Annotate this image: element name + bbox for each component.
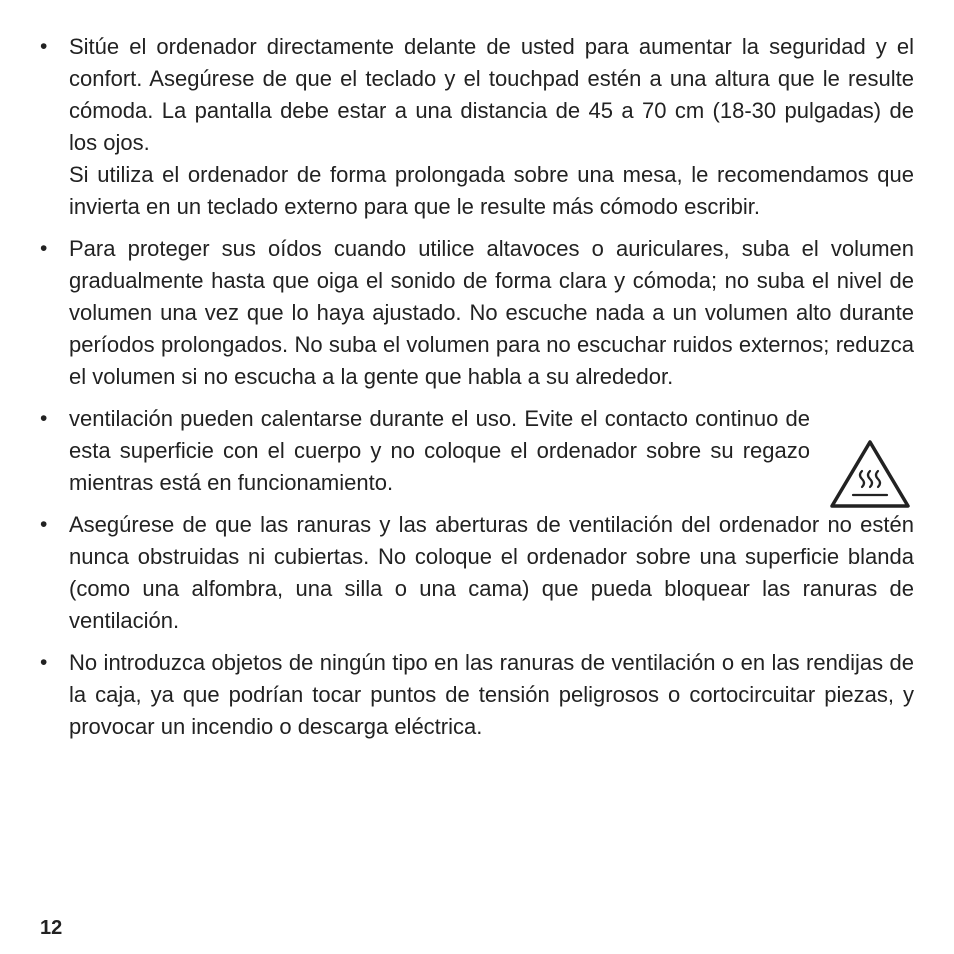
bullet-marker: •	[40, 237, 48, 260]
bullet-text	[69, 31, 914, 223]
list-item	[40, 233, 914, 393]
bullet-text	[69, 403, 810, 499]
bullet-text	[69, 233, 914, 393]
hot-surface-warning-icon	[828, 437, 912, 511]
list-item	[40, 31, 914, 223]
bullet-text	[69, 647, 914, 743]
paragraph: No introduzca objetos de ningún tipo en las ranuras de ventilación o en las rendijas de la caja, ya que podrían tocar puntos de tensión peligrosos o cortocircuitar piezas, y provocar un incendio o descarga eléctrica.	[69, 650, 914, 739]
bullet-text	[69, 509, 914, 637]
list-item	[40, 509, 914, 637]
paragraph: Asegúrese de que las ranuras y las aberturas de ventilación del ordenador no estén nunca obstruidas ni cubiertas. No coloque el ordenador sobre una superficie blanda (como una alfombra, una silla o una cama) que pueda bloquear las ranuras de ventilación.	[69, 512, 914, 633]
list-item	[40, 403, 914, 499]
paragraph: ventilación pueden calentarse durante el uso. Evite el contacto continuo de esta superficie con el cuerpo y no coloque el ordenador sobre su regazo mientras está en funcionamiento.	[69, 406, 810, 495]
list-item	[40, 647, 914, 743]
paragraph: Si utiliza el ordenador de forma prolongada sobre una mesa, le recomendamos que invierta en un teclado externo para que le resulte más cómodo escribir.	[69, 162, 914, 219]
safety-bullet-list	[40, 31, 914, 753]
bullet-marker: •	[40, 651, 48, 674]
bullet-marker: •	[40, 35, 48, 58]
bullet-marker: •	[40, 513, 48, 536]
paragraph: Para proteger sus oídos cuando utilice altavoces o auriculares, suba el volumen gradualmente hasta que oiga el sonido de forma clara y cómoda; no suba el nivel de volumen una vez que lo haya ajustado. No escuche nada a un volumen alto durante períodos prolongados. No suba el volumen para no escuchar ruidos externos; reduzca el volumen si no escucha a la gente que habla a su alrededor.	[69, 236, 914, 389]
page-number: 12	[40, 917, 63, 939]
paragraph: Sitúe el ordenador directamente delante de usted para aumentar la seguridad y el confort. Asegúrese de que el teclado y el touchpad estén a una altura que le resulte cómoda. La pantalla debe estar a una distancia de 45 a 70 cm (18-30 pulgadas) de los ojos.	[69, 34, 914, 155]
bullet-marker: •	[40, 407, 48, 430]
